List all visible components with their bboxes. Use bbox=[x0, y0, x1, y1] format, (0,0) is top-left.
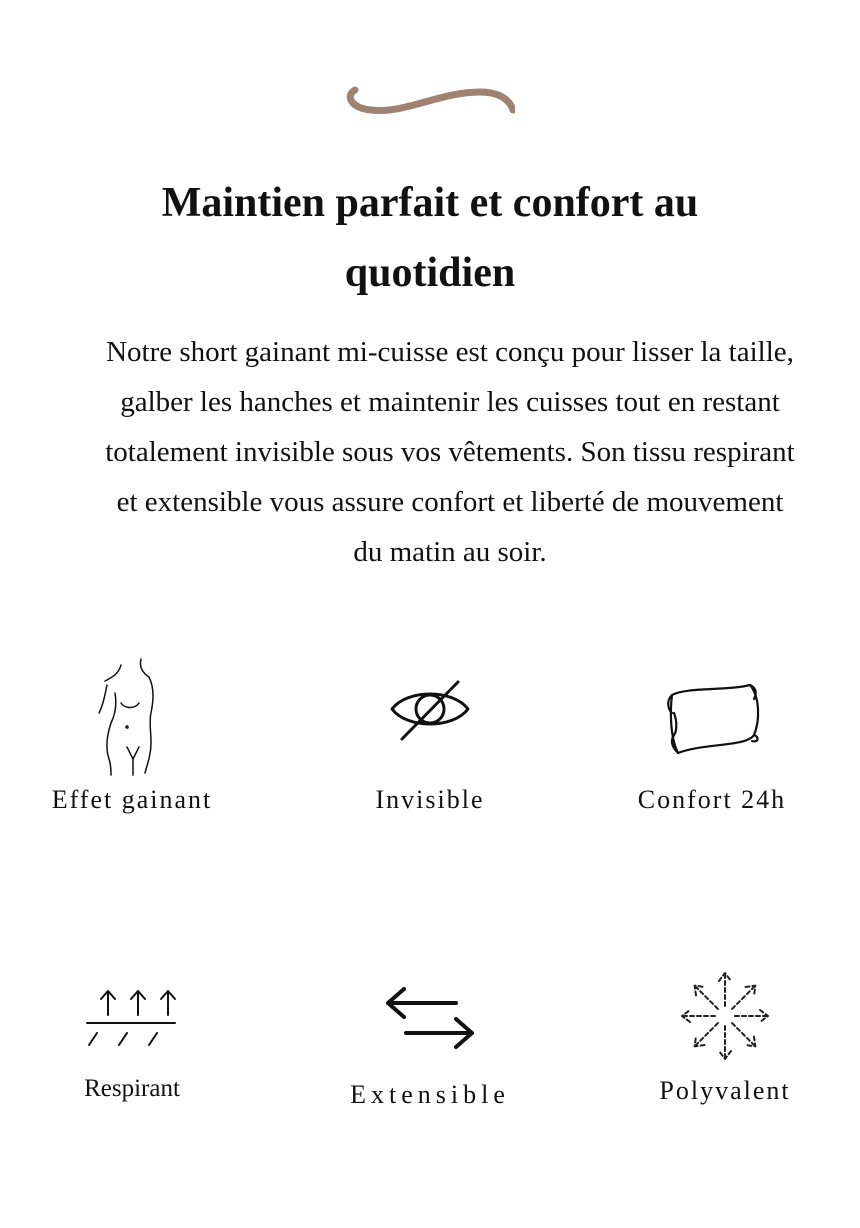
feature-label: Invisible bbox=[375, 785, 485, 814]
multi-direction-arrows-icon bbox=[677, 968, 773, 1064]
feature-label: Effet gainant bbox=[51, 785, 213, 814]
feature-label: Polyvalent bbox=[659, 1076, 791, 1105]
feature-respirant bbox=[2, 980, 262, 1120]
feature-polyvalent bbox=[595, 980, 855, 1120]
feature-invisible bbox=[300, 655, 560, 825]
eye-slash-icon bbox=[389, 679, 471, 743]
pillow-icon bbox=[664, 683, 760, 755]
breathable-arrows-icon bbox=[86, 985, 178, 1055]
swoosh-divider-icon bbox=[345, 84, 515, 118]
section-description: Notre short gainant mi-cuisse est conçu pour lisser la taille, galber les hanches et maintenir les cuisses tout en restant totalement invisible sous vos vêtements. Son tissu respirant et extensible vous assure confort et liberté de mouvement du matin au soir. bbox=[105, 336, 795, 568]
feature-label: Confort 24h bbox=[637, 785, 787, 814]
feature-label: Extensible bbox=[350, 1080, 510, 1109]
stretch-arrows-icon bbox=[382, 985, 478, 1049]
body-silhouette-icon bbox=[97, 655, 167, 777]
feature-effet-gainant bbox=[2, 655, 262, 825]
section-title: Maintien parfait et confort au quotidien bbox=[161, 180, 699, 296]
feature-extensible bbox=[300, 980, 560, 1120]
feature-label: Respirant bbox=[84, 1075, 180, 1102]
feature-confort-24h bbox=[582, 655, 842, 825]
